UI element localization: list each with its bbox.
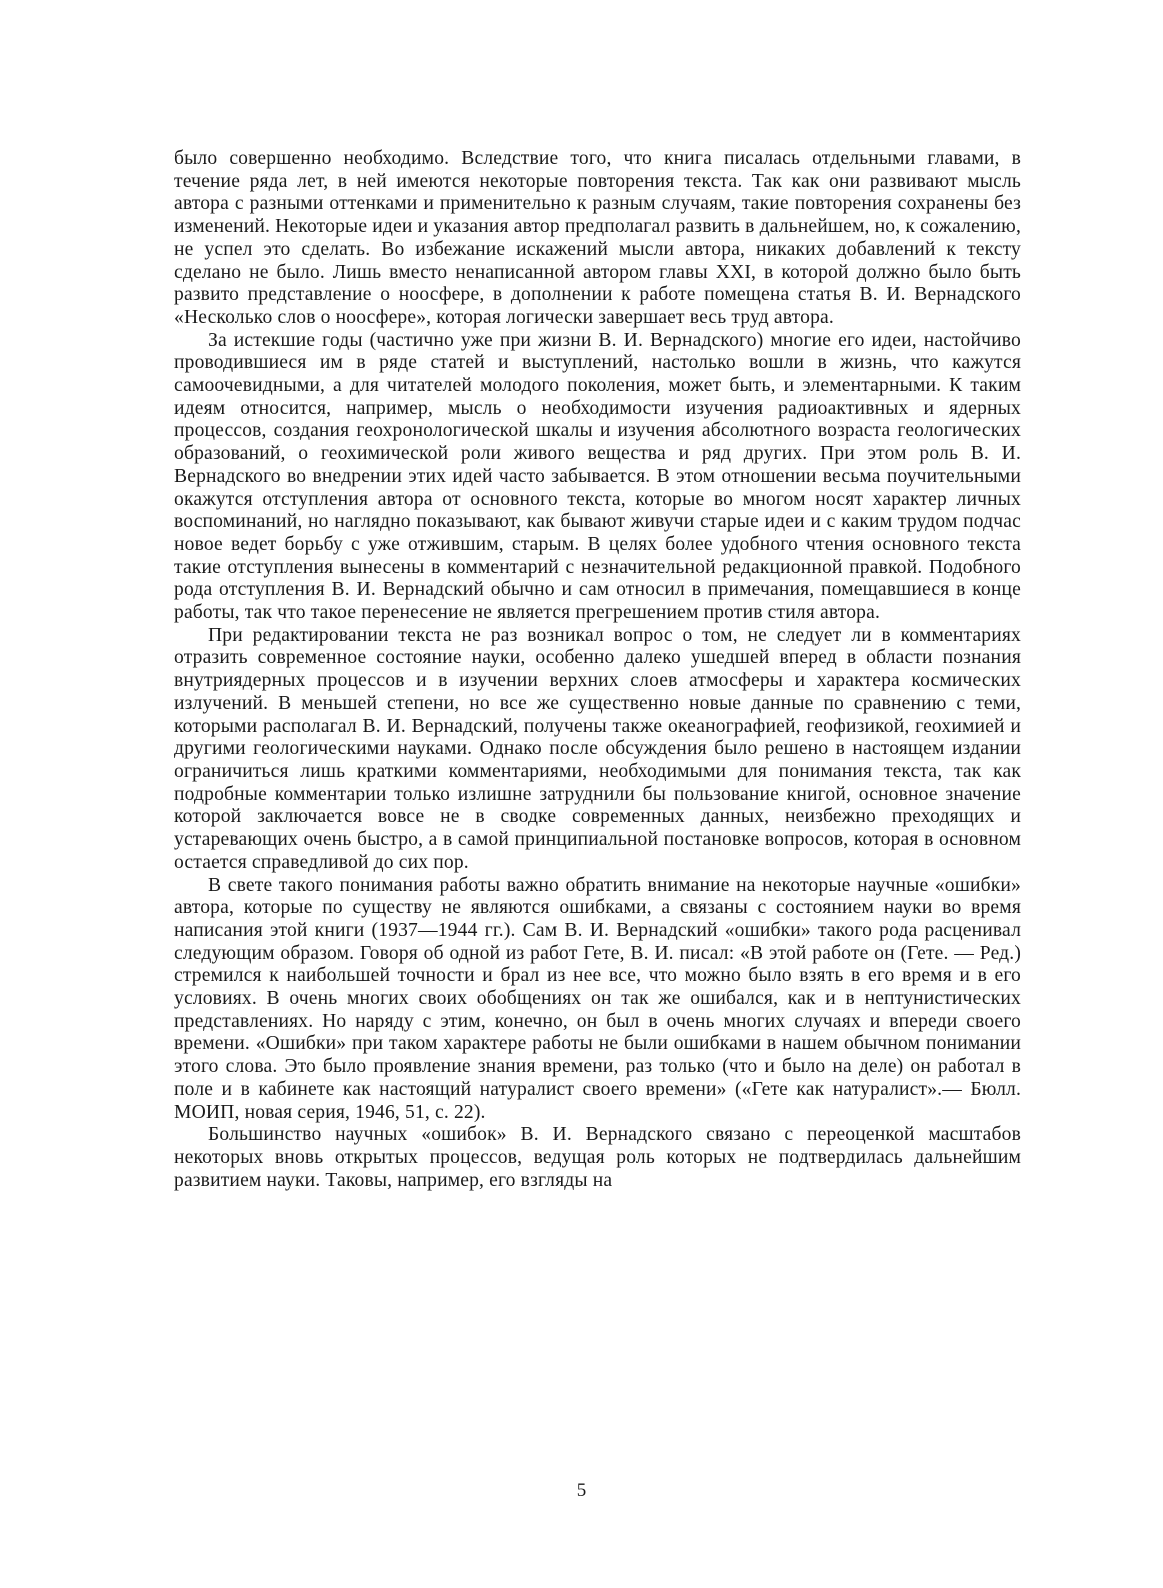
paragraph-4: В свете такого понимания работы важно обратить внимание на некоторые научные «ошибки» автора, которые по существу не являются ошибками, а связаны с состоянием науки во время написания этой книги (1937—1944 гг.). Сам В. И. Вернадский «ошибки» такого рода расценивал следующим образом. Говоря об одной из работ Гете, В. И. писал: «В этой работе он (Гете. — Ред.) стремился к наибольшей точности и брал из нее все, что можно было взять в его время и в его условиях. В очень многих своих обобщениях он так же ошибался, как и в нептунистических представлениях. Но наряду с этим, конечно, он был в очень многих случаях и впереди своего времени. «Ошибки» при таком характере работы не были ошибками в нашем обычном понимании этого слова. Это было проявление знания времени, раз только (что и было на деле) он работал в поле и в кабинете как настоящий натуралист своего времени» («Гете как натуралист».— Бюлл. МОИП, новая серия, 1946, 51, с. 22). xyxy=(174,874,1021,1123)
paragraph-1: было совершенно необходимо. Вследствие того, что книга писалась отдельными главами, в течение ряда лет, в ней имеются некоторые повторения текста. Так как они развивают мысль автора с разными оттенками и применительно к разным случаям, такие повторения сохранены без изменений. Некоторые идеи и указания автор предполагал развить в дальнейшем, но, к сожалению, не успел это сделать. Во избежание искажений мысли автора, никаких добавлений к тексту сделано не было. Лишь вместо ненаписанной автором главы XXI, в которой должно было быть развито представление о ноосфере, в дополнении к работе помещена статья В. И. Вернадского «Несколько слов о ноосфере», которая логически завершает весь труд автора. xyxy=(174,148,1021,328)
paragraph-5: Большинство научных «ошибок» В. И. Вернадского связано с переоценкой масштабов некоторых вновь открытых процессов, ведущая роль которых не подтвердилась дальнейшим развитием науки. Таковы, например, его взгляды на xyxy=(174,1124,1021,1191)
text-column xyxy=(174,148,1021,1192)
paragraph-2: За истекшие годы (частично уже при жизни В. И. Вернадского) многие его идеи, настойчиво проводившиеся им в ряде статей и выступлений, настолько вошли в жизнь, что кажутся самоочевидными, а для читателей молодого поколения, может быть, и элементарными. К таким идеям относится, например, мысль о необходимости изучения радиоактивных и ядерных процессов, создания геохронологической шкалы и изучения абсолютного возраста геологических образований, о геохимической роли живого вещества и ряд других. При этом роль В. И. Вернадского во внедрении этих идей часто забывается. В этом отношении весьма поучительными окажутся отступления автора от основного текста, которые во многом носят характер личных воспоминаний, но наглядно показывают, как бывают живучи старые идеи и с каким трудом подчас новое ведет борьбу с уже отжившим, старым. В целях более удобного чтения основного текста такие отступления вынесены в комментарий с незначительной редакционной правкой. Подобного рода отступления В. И. Вернадский обычно и сам относил в примечания, помещавшиеся в конце работы, так что такое перенесение не является прегрешением против стиля автора. xyxy=(174,329,1021,624)
paragraph-3: При редактировании текста не раз возникал вопрос о том, не следует ли в комментариях отразить современное состояние науки, особенно далеко ушедшей вперед в области познания внутриядерных процессов и в изучении верхних слоев атмосферы и характера космических излучений. В меньшей степени, но все же существенно новые данные по сравнению с теми, которыми располагал В. И. Вернадский, получены также океанографией, геофизикой, геохимией и другими геологическими науками. Однако после обсуждения было решено в настоящем издании ограничиться лишь краткими комментариями, необходимыми для понимания текста, так как подробные комментарии только излишне затруднили бы пользование книгой, основное значение которой заключается вовсе не в сводке современных данных, неизбежно преходящих и устаревающих очень быстро, а в самой принципиальной постановке вопросов, которая в основном остается справедливой до сих пор. xyxy=(174,624,1021,873)
page-number: 5 xyxy=(576,1480,587,1501)
